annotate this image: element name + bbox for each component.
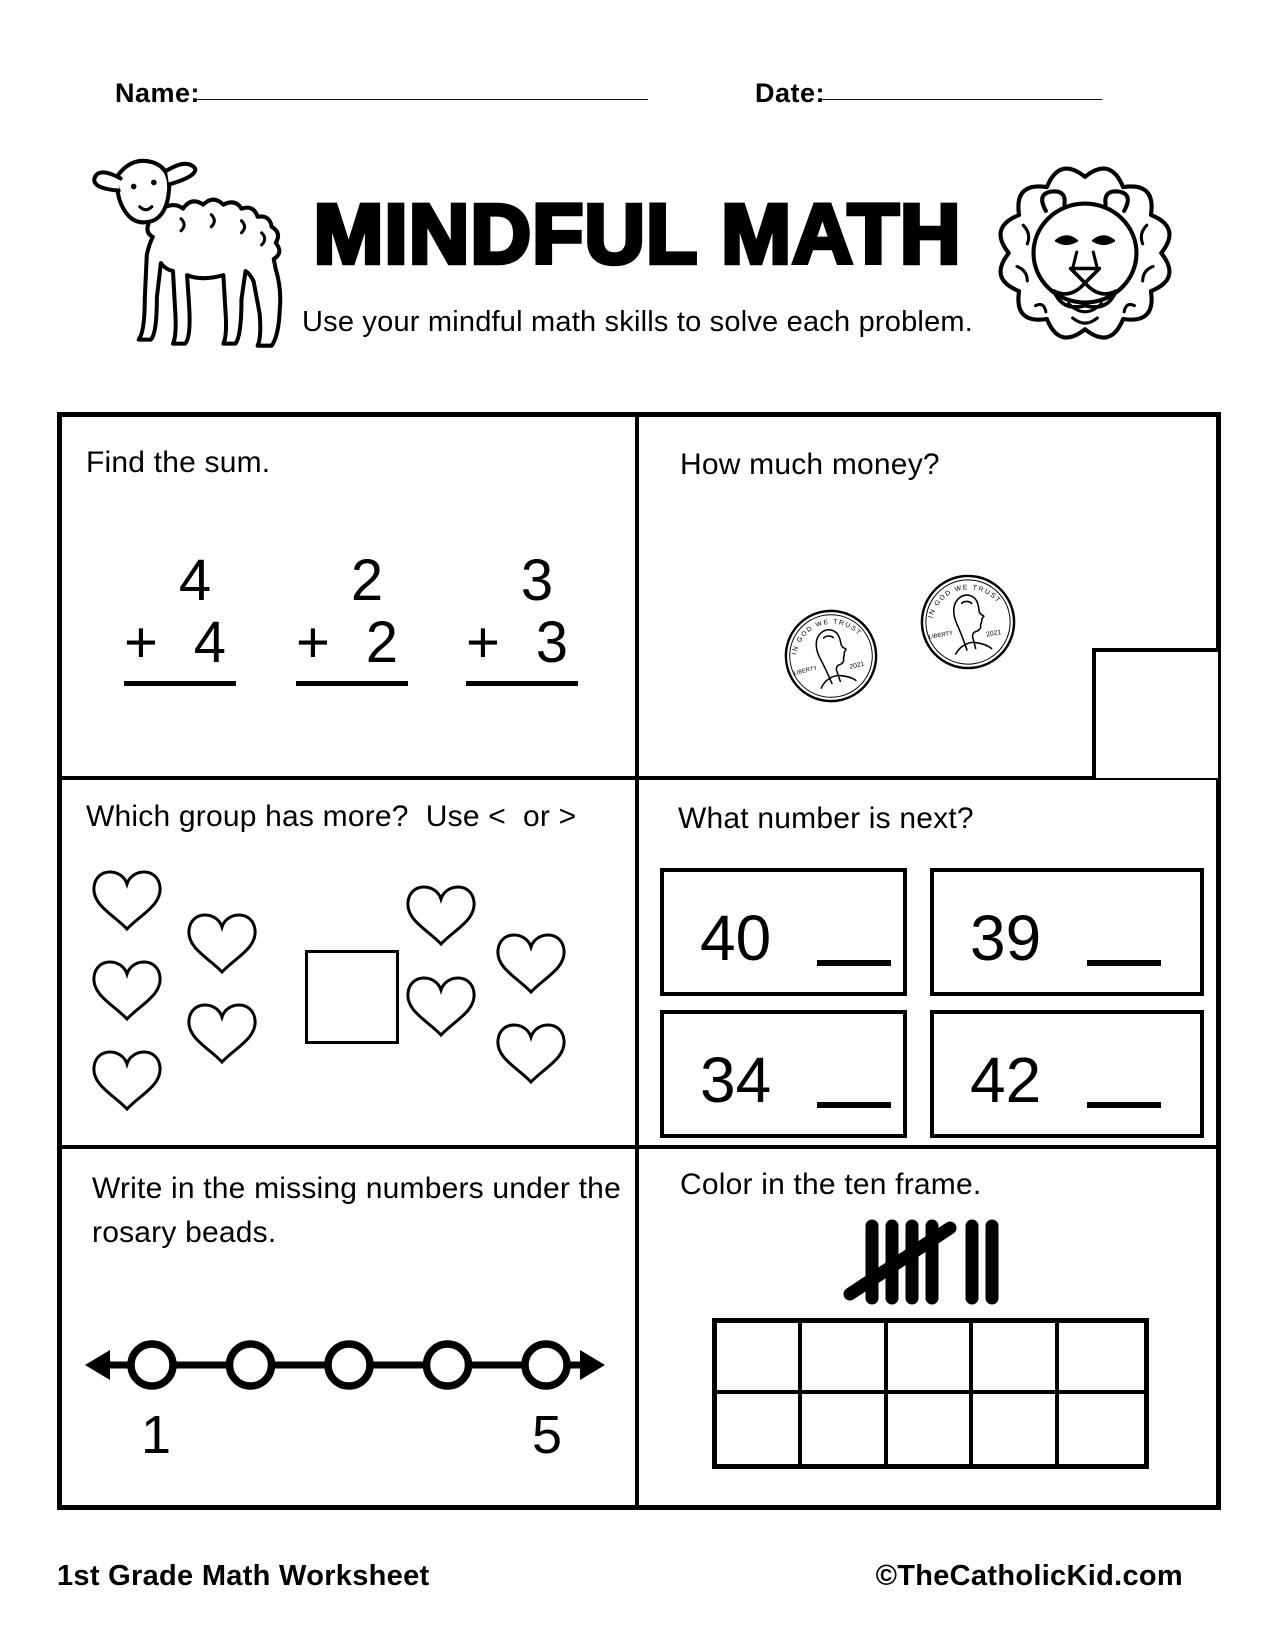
answer-line [124,681,236,686]
next-number-box [660,868,907,996]
grid-row-divider-2 [62,1145,1216,1149]
answer-blank [1087,1102,1161,1108]
ten-frame-cell [802,1323,887,1394]
penny-liberty-text: LIBERTY [793,665,818,678]
penny-icon [919,573,1017,676]
money-title: How much money? [680,448,940,481]
number-value: 39 [970,902,1042,974]
heart-icon [182,903,262,984]
number-value: 40 [700,902,772,974]
addend-top: 4 [178,548,212,613]
rosary-title-line1: Write in the missing numbers under the [92,1172,621,1205]
answer-blank [1087,960,1161,966]
ten-frame-cell [888,1394,973,1465]
heart-icon [491,923,571,1004]
plus-sign: + [296,610,330,675]
heart-icon [87,860,167,941]
addend-bottom: 3 [535,610,568,675]
number-value: 42 [970,1044,1042,1116]
plus-sign: + [466,610,500,675]
addition-problem [124,548,236,686]
ten-frame-cell [973,1394,1058,1465]
addend-bottom: 4 [193,610,226,675]
penny-motto-text: IN GOD WE TRUST [791,618,863,656]
rosary-bead [328,1344,370,1386]
heart-icon [182,993,262,1074]
ten-frame-cell [973,1323,1058,1394]
answer-blank [817,960,891,966]
heart-icon [401,966,481,1047]
ten-frame-cell [1059,1323,1144,1394]
penny-year-text: 2021 [848,660,866,671]
rosary-bead [525,1344,567,1386]
tally-marks-icon [838,1212,1008,1317]
arrow-right-icon [580,1350,605,1380]
date-label: Date: [755,78,826,108]
comparison-answer-square [305,950,399,1044]
addend-bottom: 2 [365,610,398,675]
answer-line [296,681,408,686]
addition-problem [466,548,578,686]
footer-worksheet-label: 1st Grade Math Worksheet [57,1560,430,1592]
addition-problem [296,548,408,686]
rosary-title-line2: rosary beads. [92,1216,277,1249]
ten-frame [712,1318,1149,1469]
compare-title: Which group has more? Use < or > [86,800,577,833]
next-number-box [930,868,1204,996]
addend-top: 2 [350,548,384,613]
ten-frame-cell [1059,1394,1144,1465]
next-number-box [930,1010,1204,1138]
next-number-box [660,1010,907,1138]
ten-frame-cell [888,1323,973,1394]
answer-blank [817,1102,891,1108]
plus-sign: + [124,610,158,675]
ten-frame-cell [717,1394,802,1465]
heart-icon [491,1013,571,1094]
addend-top: 3 [520,548,554,613]
page-title: MINDFUL MATH [313,187,962,281]
ten-frame-title: Color in the ten frame. [680,1168,982,1201]
rosary-bead [131,1344,173,1386]
heart-icon [87,1040,167,1121]
footer-copyright: ©TheCatholicKid.com [875,1560,1183,1592]
date-blank-line: _____________________ [822,76,1103,103]
name-blank-line: __________________________________ [194,76,648,103]
bead-label-last: 5 [532,1405,563,1465]
penny-year-text: 2021 [985,629,1002,639]
rosary-bead [427,1344,469,1386]
arrow-left-icon [85,1350,110,1380]
grid-row-divider-1 [62,776,1216,780]
ten-frame-cell [717,1323,802,1394]
ten-frame-cell [802,1394,887,1465]
penny-icon [783,608,879,709]
page-subtitle: Use your mindful math skills to solve each problem. [301,306,974,338]
rosary-bead [230,1344,272,1386]
answer-line [466,681,578,686]
penny-liberty-text: LIBERTY [928,630,954,641]
name-label: Name: [115,78,201,108]
bead-label-first: 1 [141,1405,172,1465]
money-answer-box [1092,648,1218,778]
find-sum-title: Find the sum. [86,446,271,479]
heart-icon [401,875,481,956]
lion-icon [982,142,1188,365]
penny-motto-text: IN GOD WE TRUST [927,584,1003,620]
next-number-title: What number is next? [678,802,974,835]
number-value: 34 [700,1044,772,1116]
heart-icon [87,950,167,1031]
